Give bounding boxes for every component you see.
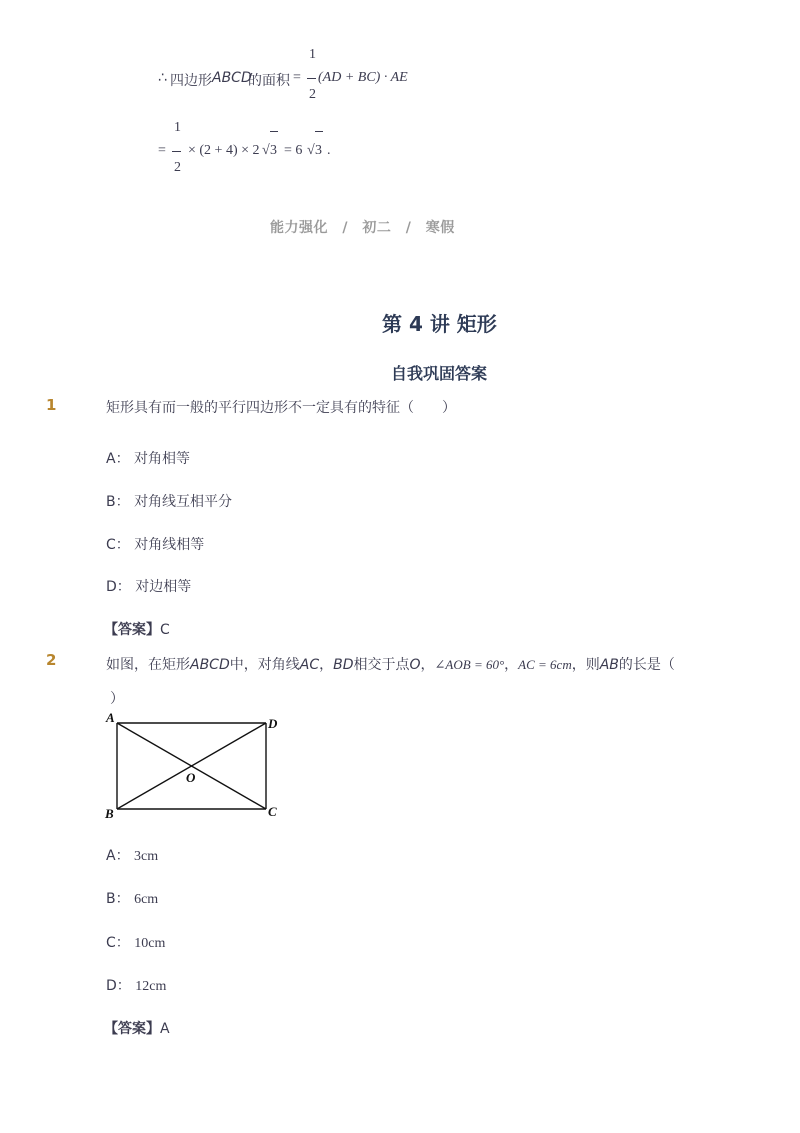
option-text: 对角线相等: [134, 537, 205, 553]
stem-text: 的长是（: [618, 657, 675, 673]
lecture-title: 第 4 讲 矩形: [382, 312, 497, 336]
stem-text: ，: [319, 657, 334, 673]
therefore-symbol: ∴: [158, 70, 167, 86]
breadcrumb-separator: /: [405, 220, 412, 236]
vertex-label-a: A: [106, 710, 115, 725]
option-letter: B：: [106, 494, 130, 510]
sqrt-value: 3: [315, 143, 322, 158]
fraction-denominator: 2: [174, 160, 181, 175]
option-b: [106, 491, 232, 511]
breadcrumb: [270, 217, 455, 237]
option-b: [106, 888, 158, 908]
question-stem: 矩形具有而一般的平行四边形不一定具有的特征（ ）: [106, 400, 456, 416]
answer-value: A: [160, 1021, 170, 1037]
option-a: [106, 845, 158, 865]
option-text: 6cm: [134, 892, 159, 907]
breadcrumb-separator: /: [342, 220, 348, 236]
question-number: 1: [46, 396, 57, 414]
option-d: [106, 975, 166, 995]
breadcrumb-item: 初二: [362, 220, 392, 236]
period: .: [327, 143, 331, 158]
center-label-o: O: [186, 770, 196, 785]
area-suffix: 的面积: [248, 73, 290, 89]
option-text: 对角相等: [134, 451, 191, 467]
vertex-label-b: B: [105, 806, 114, 821]
fraction-bar: [172, 151, 181, 152]
sqrt-overline: [315, 131, 323, 132]
fraction-numerator: 1: [309, 47, 316, 62]
stem-text: 如图，在矩形: [106, 657, 190, 673]
stem-continuation: ）: [110, 691, 124, 707]
option-text: 12cm: [135, 979, 167, 994]
vertex-label-c: C: [268, 804, 277, 819]
option-letter: C：: [106, 935, 130, 951]
stem-text: ，则: [571, 657, 600, 673]
sqrt-value: 3: [270, 143, 277, 158]
section-title: 自我巩固答案: [391, 364, 488, 383]
question-number: 2: [46, 651, 57, 669]
option-letter: D：: [106, 978, 131, 994]
option-letter: A：: [106, 848, 130, 864]
option-text: 3cm: [134, 849, 159, 864]
stem-variable: AB: [599, 657, 619, 673]
answer-label: 【答案】: [104, 622, 160, 638]
fraction-numerator: 1: [174, 120, 181, 135]
answer-line: [104, 1018, 170, 1038]
stem-variable: ABCD: [190, 657, 230, 673]
option-text: 对角线互相平分: [134, 494, 233, 510]
stem-text: ，: [504, 657, 519, 673]
sqrt-overline: [270, 131, 278, 132]
option-c: [106, 932, 165, 952]
stem-text: 相交于点: [353, 657, 410, 673]
result-expression: = 6: [284, 143, 303, 158]
stem-math: ∠AOB = 60°: [434, 657, 505, 672]
option-d: [106, 576, 191, 596]
stem-variable: BD: [333, 657, 354, 673]
area-label: 四边形: [170, 73, 212, 89]
option-text: 对边相等: [135, 579, 192, 595]
stem-variable: AC: [299, 657, 320, 673]
option-a: [106, 448, 190, 468]
sqrt-symbol: √: [307, 143, 315, 158]
option-text: 10cm: [134, 936, 166, 951]
answer-label: 【答案】: [104, 1021, 160, 1037]
option-letter: C：: [106, 537, 130, 553]
breadcrumb-item: 寒假: [425, 220, 455, 236]
breadcrumb-item: 能力强化: [270, 220, 328, 236]
stem-text: 中，对角线: [229, 657, 300, 673]
equals-sign: =: [158, 143, 166, 158]
stem-math: AC = 6cm: [518, 657, 572, 672]
option-letter: D：: [106, 579, 131, 595]
answer-line: [104, 619, 170, 639]
stem-variable: O: [409, 657, 421, 673]
option-letter: A：: [106, 451, 130, 467]
option-c: [106, 534, 204, 554]
question-stem: [106, 654, 675, 674]
fraction-bar: [307, 78, 316, 79]
equals-sign: =: [293, 70, 301, 85]
area-var: ABCD: [212, 70, 252, 86]
area-expression: (AD + BC) · AE: [318, 70, 408, 85]
fraction-denominator: 2: [309, 87, 316, 102]
stem-text: ，: [420, 657, 435, 673]
rectangle-figure: [100, 708, 290, 826]
vertex-label-d: D: [268, 716, 278, 731]
answer-value: C: [160, 622, 170, 638]
product-expression: × (2 + 4) × 2: [188, 143, 260, 158]
option-letter: B：: [106, 891, 130, 907]
sqrt-symbol: √: [262, 143, 270, 158]
